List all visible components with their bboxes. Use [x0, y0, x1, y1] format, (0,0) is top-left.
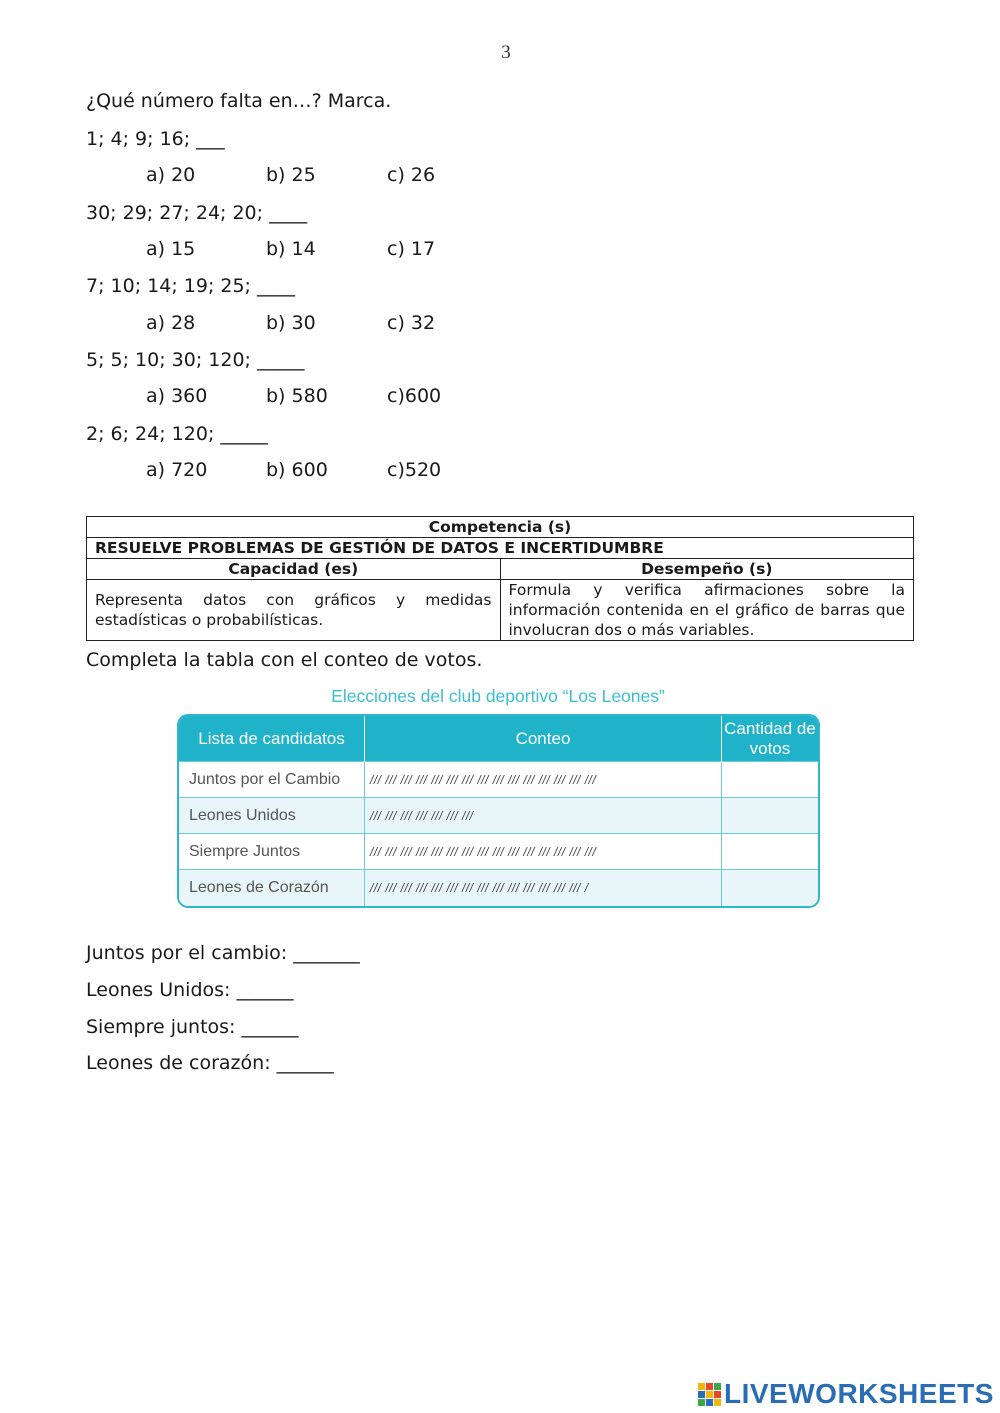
votes-input[interactable] [722, 762, 819, 798]
option-b[interactable]: b) 580 [266, 385, 328, 407]
capacidad-header: Capacidad (es) [87, 559, 501, 580]
option-b[interactable]: b) 14 [266, 238, 316, 260]
votes-input[interactable] [722, 870, 819, 906]
question-title: ¿Qué número falta en…? Marca. [86, 90, 392, 112]
page-number: 3 [501, 42, 511, 63]
vote-table [177, 714, 820, 908]
votes-input[interactable] [722, 798, 819, 834]
answer-leones-de-corazon[interactable]: Leones de corazón: ______ [86, 1052, 334, 1074]
sequence-3: 7; 10; 14; 19; 25; ____ [86, 275, 295, 297]
votes-input[interactable] [722, 834, 819, 870]
competencia-header: Competencia (s) [87, 517, 914, 538]
competency-table [86, 516, 914, 641]
tally-marks: /// /// /// /// /// /// /// /// /// /// /// /// /// /// / [365, 870, 722, 906]
candidate-name: Siempre Juntos [179, 834, 365, 870]
competencia-value: RESUELVE PROBLEMAS DE GESTIÓN DE DATOS E INCERTIDUMBRE [87, 538, 914, 559]
option-c[interactable]: c)520 [387, 459, 442, 481]
answer-juntos-por-el-cambio[interactable]: Juntos por el cambio: _______ [86, 942, 360, 964]
option-a[interactable]: a) 720 [146, 459, 208, 481]
tally-marks: /// /// /// /// /// /// /// /// /// /// /// /// /// /// /// [365, 834, 722, 870]
header-count: Conteo [365, 716, 722, 762]
table-row [179, 870, 818, 906]
header-candidates: Lista de candidatos [179, 716, 365, 762]
option-a[interactable]: a) 360 [146, 385, 208, 407]
header-votes: Cantidad de votos [722, 716, 819, 762]
option-b[interactable]: b) 25 [266, 164, 316, 186]
sequence-1: 1; 4; 9; 16; ___ [86, 128, 225, 150]
table-row [179, 798, 818, 834]
sequence-4: 5; 5; 10; 30; 120; _____ [86, 349, 305, 371]
candidate-name: Juntos por el Cambio [179, 762, 365, 798]
sequence-5: 2; 6; 24; 120; _____ [86, 423, 268, 445]
tally-marks: /// /// /// /// /// /// /// /// /// /// /// /// /// /// /// [365, 762, 722, 798]
option-a[interactable]: a) 20 [146, 164, 196, 186]
vote-table-title: Elecciones del club deportivo “Los Leones” [331, 686, 665, 706]
option-b[interactable]: b) 600 [266, 459, 328, 481]
sequence-2: 30; 29; 27; 24; 20; ____ [86, 202, 308, 224]
option-c[interactable]: c)600 [387, 385, 442, 407]
logo-text: LIVEWORKSHEETS [724, 1378, 994, 1409]
option-b[interactable]: b) 30 [266, 312, 316, 334]
answer-leones-unidos[interactable]: Leones Unidos: ______ [86, 979, 294, 1001]
option-a[interactable]: a) 28 [146, 312, 196, 334]
tally-marks: /// /// /// /// /// /// /// [365, 798, 722, 834]
option-c[interactable]: c) 26 [387, 164, 436, 186]
table-row [179, 834, 818, 870]
candidate-name: Leones Unidos [179, 798, 365, 834]
option-c[interactable]: c) 32 [387, 312, 436, 334]
capacidad-value: Representa datos con gráficos y medidas estadísticas o probabilísticas. [87, 580, 501, 641]
option-a[interactable]: a) 15 [146, 238, 196, 260]
answer-siempre-juntos[interactable]: Siempre juntos: ______ [86, 1016, 299, 1038]
table-row [179, 762, 818, 798]
desempeno-header: Desempeño (s) [500, 559, 914, 580]
logo-mark-icon [698, 1383, 722, 1405]
candidate-name: Leones de Corazón [179, 870, 365, 906]
desempeno-value: Formula y verifica afirmaciones sobre la información contenida en el gráfico de barras que involucran dos o más variables. [500, 580, 914, 641]
instruction: Completa la tabla con el conteo de votos. [86, 649, 483, 671]
option-c[interactable]: c) 17 [387, 238, 436, 260]
